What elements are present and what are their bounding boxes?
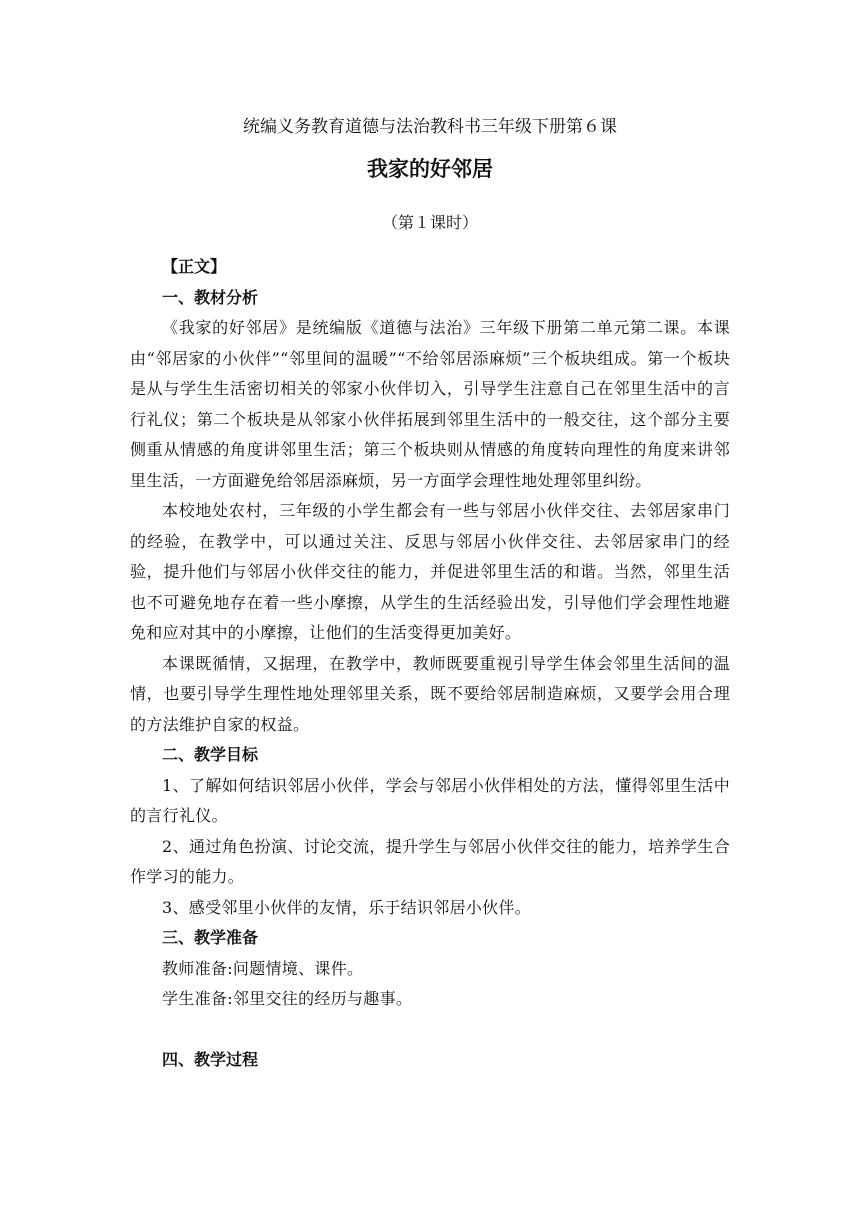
section-heading: 一、教材分析 <box>162 287 259 307</box>
paragraph: 学生准备:邻里交往的经历与趣事。 <box>162 989 413 1008</box>
paragraph: 《我家的好邻居》是统编版《道德与法治》三年级下册第二单元第二课。本课由“邻居家的小伙伴”“邻里间的温暖”“不给邻居添麻烦”三个板块组成。第一个板块是从与学生生活密切相关的邻家小伙伴切入，引导学生注意自己在邻里生活中的言行礼仪；第二个板块是从邻家小伙伴拓展到邻里生活中的一般交往，这个部分主要侧重从情感的角度讲邻里生活；第三个板块则从情感的角度转向理性的角度来讲邻里生活，一方面避免给邻居添麻烦，另一方面学会理性地处理邻里纠纷。 <box>130 318 730 490</box>
paragraph: 3、感受邻里小伙伴的友情，乐于结识邻居小伙伴。 <box>162 897 532 917</box>
spacer <box>130 1015 730 1045</box>
lesson-period: （第１课时） <box>381 213 478 232</box>
section-heading: 二、教学目标 <box>162 745 259 764</box>
paragraph: 2、通过角色扮演、讨论交流，提升学生与邻居小伙伴交往的能力，培养学生合作学习的能力。 <box>130 836 730 886</box>
lesson-title: 我家的好邻居 <box>367 157 493 181</box>
document-body <box>130 252 730 1075</box>
paragraph: 本课既循情，又据理，在教学中，教师既要重视引导学生体会邻里生活间的温情，也要引导学生理性地处理邻里关系，既不要给邻居制造麻烦，又要学会用合理的方法维护自家的权益。 <box>130 653 730 734</box>
paragraph: 1、了解如何结识邻居小伙伴，学会与邻居小伙伴相处的方法，懂得邻里生活中的言行礼仪。 <box>130 775 730 825</box>
section-heading: 三、教学准备 <box>162 928 259 947</box>
paragraph: 本校地处农村，三年级的小学生都会有一些与邻居小伙伴交往、去邻居家串门的经验，在教学中，可以通过关注、反思与邻居小伙伴交往、去邻居家串门的经验，提升他们与邻居小伙伴交往的能力，并促进邻里生活的和谐。当然，邻里生活也不可避免地存在着一些小摩擦，从学生的生活经验出发，引导他们学会理性地避免和应对其中的小摩擦，让他们的生活变得更加美好。 <box>130 501 730 642</box>
section-heading: 四、教学过程 <box>162 1049 259 1069</box>
paragraph: 教师准备:问题情境、课件。 <box>162 958 364 978</box>
main-label: 【正文】 <box>162 257 227 276</box>
textbook-subtitle: 统编义务教育道德与法治教科书三年级下册第６课 <box>243 117 617 137</box>
